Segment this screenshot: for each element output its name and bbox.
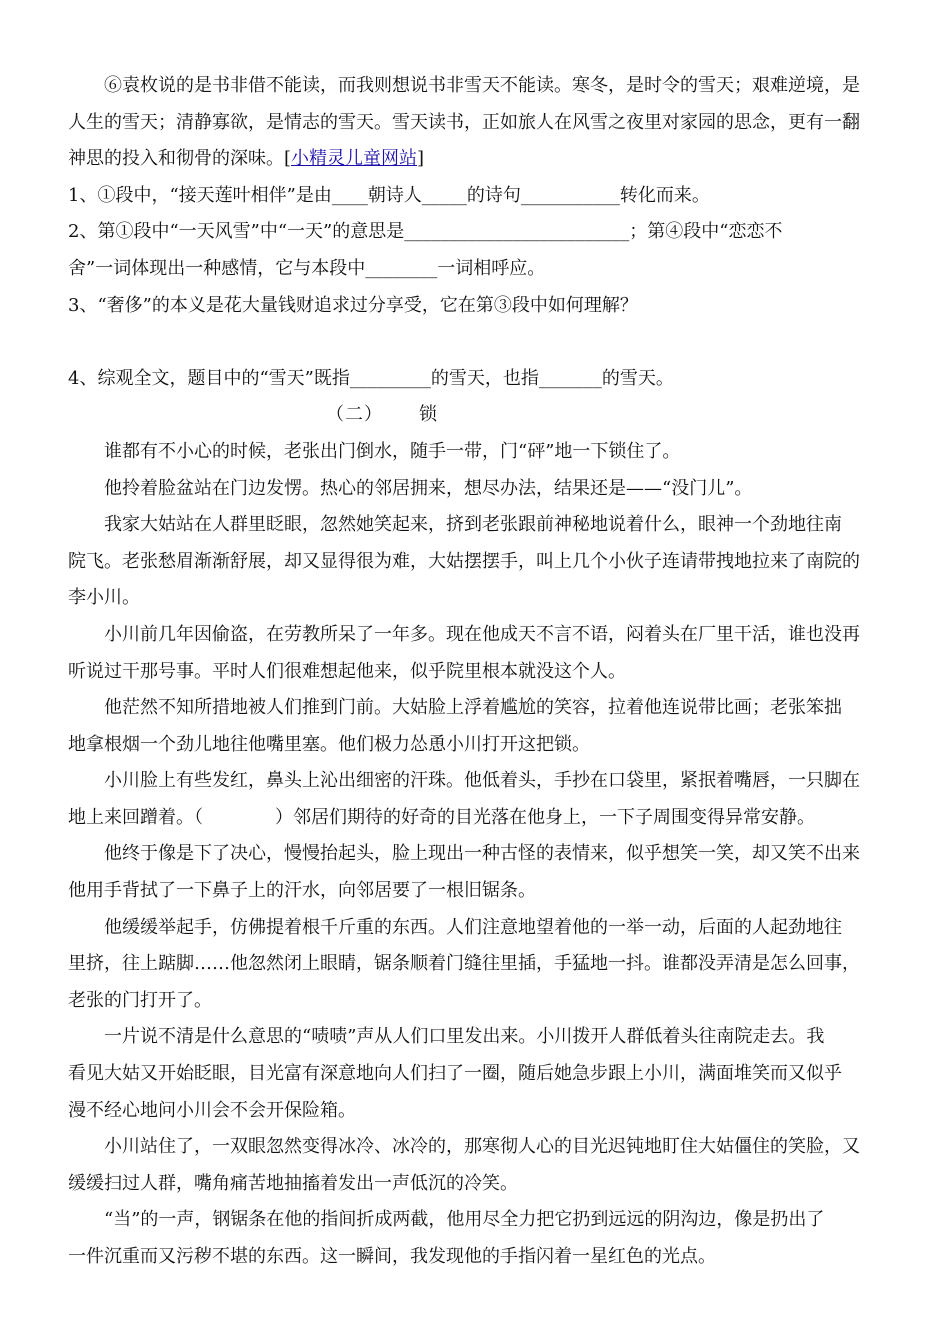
link-open-bracket: [ bbox=[284, 148, 292, 170]
story-line-16: 老张的门打开了。 bbox=[68, 989, 212, 1011]
para6-line1: ⑥袁枚说的是书非借不能读，而我则想说书非雪天不能读。寒冬，是时令的雪天；艰难逆境，是 bbox=[104, 75, 860, 96]
story-line-5: 李小川。 bbox=[68, 587, 140, 609]
story-line-14: 他缓缓举起手，仿佛提着根千斤重的东西。人们注意地望着他的一举一动，后面的人起劲地往 bbox=[104, 916, 842, 938]
story-line-1: 谁都有不小心的时候，老张出门倒水，随手一带，门“砰”地一下锁住了。 bbox=[104, 440, 681, 462]
para6-line3-text: 神思的投入和彻骨的深味。 bbox=[68, 148, 284, 170]
question-1: 1、①段中，“接天莲叶相伴”是由____朝诗人_____的诗句___________转化而来。 bbox=[68, 184, 710, 206]
story-line-10: 小川脸上有些发红，鼻头上沁出细密的汗珠。他低着头，手抄在口袋里，紧抿着嘴唇，一只脚在 bbox=[104, 770, 860, 792]
question-2-line1: 2、第①段中“一天风雪”中“一天”的意思是_________________________；第④段中“恋恋不 bbox=[68, 221, 783, 243]
story-line-9: 地拿根烟一个劲儿地往他嘴里塞。他们极力怂恿小川打开这把锁。 bbox=[68, 733, 590, 755]
story-line-15: 里挤，往上踮脚……他忽然闭上眼睛，锯条顺着门缝往里插，手猛地一抖。谁都没弄清是怎么回事， bbox=[68, 953, 860, 975]
story-line-3: 我家大姑站在人群里眨眼，忽然她笑起来，挤到老张跟前神秘地说着什么，眼神一个劲地往南 bbox=[104, 514, 842, 536]
story-line-21: 缓缓扫过人群，嘴角痛苦地抽搐着发出一声低沉的冷笑。 bbox=[68, 1172, 518, 1194]
story-line-22: “当”的一声，钢锯条在他的指间折成两截，他用尽全力把它扔到远远的阴沟边，像是扔出了 bbox=[104, 1209, 825, 1231]
story-line-13: 他用手背拭了一下鼻子上的汗水，向邻居要了一根旧锯条。 bbox=[68, 880, 536, 902]
story-line-6: 小川前几年因偷盗，在劳教所呆了一年多。现在他成天不言不语，闷着头在厂里干活，谁也没再 bbox=[104, 623, 860, 645]
website-link[interactable]: 小精灵儿童网站 bbox=[291, 148, 418, 170]
question-2-line2: 舍”一词体现出一种感情，它与本段中________一词相呼应。 bbox=[68, 257, 546, 279]
link-close-bracket: ] bbox=[417, 148, 425, 170]
story-line-7: 听说过干那号事。平时人们很难想起他来，似乎院里根本就没这个人。 bbox=[68, 660, 626, 682]
question-4: 4、综观全文，题目中的“雪天”既指_________的雪天，也指_______的雪天。 bbox=[68, 367, 674, 389]
para6-line2: 人生的雪天；清静寡欲，是情志的雪天。雪天读书，正如旅人在风雪之夜里对家园的思念，更有一翻 bbox=[68, 111, 860, 133]
story-line-2: 他拎着脸盆站在门边发愣。热心的邻居拥来，想尽办法，结果还是——“没门儿”。 bbox=[104, 477, 753, 499]
story-line-4: 院飞。老张愁眉渐渐舒展，却又显得很为难，大姑摆摆手，叫上几个小伙子连请带拽地拉来了南院的 bbox=[68, 550, 860, 572]
answer-space bbox=[68, 324, 888, 361]
para6-line3 bbox=[68, 141, 888, 178]
section-heading bbox=[68, 397, 888, 434]
story-line-17: 一片说不清是什么意思的“啧啧”声从人们口里发出来。小川拨开人群低着头往南院走去。我 bbox=[104, 1026, 825, 1048]
section-number: （二） bbox=[326, 404, 383, 426]
story-line-8: 他茫然不知所措地被人们推到门前。大姑脸上浮着尴尬的笑容，拉着他连说带比画；老张笨拙 bbox=[104, 697, 842, 719]
story-line-11: 地上来回蹭着。（ ）邻居们期待的好奇的目光落在他身上，一下子周围变得异常安静。 bbox=[68, 806, 815, 828]
story-line-23: 一件沉重而又污秽不堪的东西。这一瞬间，我发现他的手指闪着一星红色的光点。 bbox=[68, 1246, 716, 1267]
document-page bbox=[68, 68, 888, 1276]
question-3: 3、“奢侈”的本义是花大量钱财追求过分享受，它在第③段中如何理解？ bbox=[68, 294, 638, 316]
story-line-20: 小川站住了，一双眼忽然变得冰冷、冰冷的，那寒彻人心的目光迟钝地盯住大姑僵住的笑脸，又 bbox=[104, 1136, 860, 1158]
story-line-18: 看见大姑又开始眨眼，目光富有深意地向人们扫了一圈，随后她急步跟上小川，满面堆笑而又似乎 bbox=[68, 1063, 842, 1085]
section-title: 锁 bbox=[419, 404, 438, 426]
story-line-19: 漫不经心地问小川会不会开保险箱。 bbox=[68, 1099, 356, 1121]
story-line-12: 他终于像是下了决心，慢慢抬起头，脸上现出一种古怪的表情来，似乎想笑一笑，却又笑不出来 bbox=[104, 843, 860, 865]
